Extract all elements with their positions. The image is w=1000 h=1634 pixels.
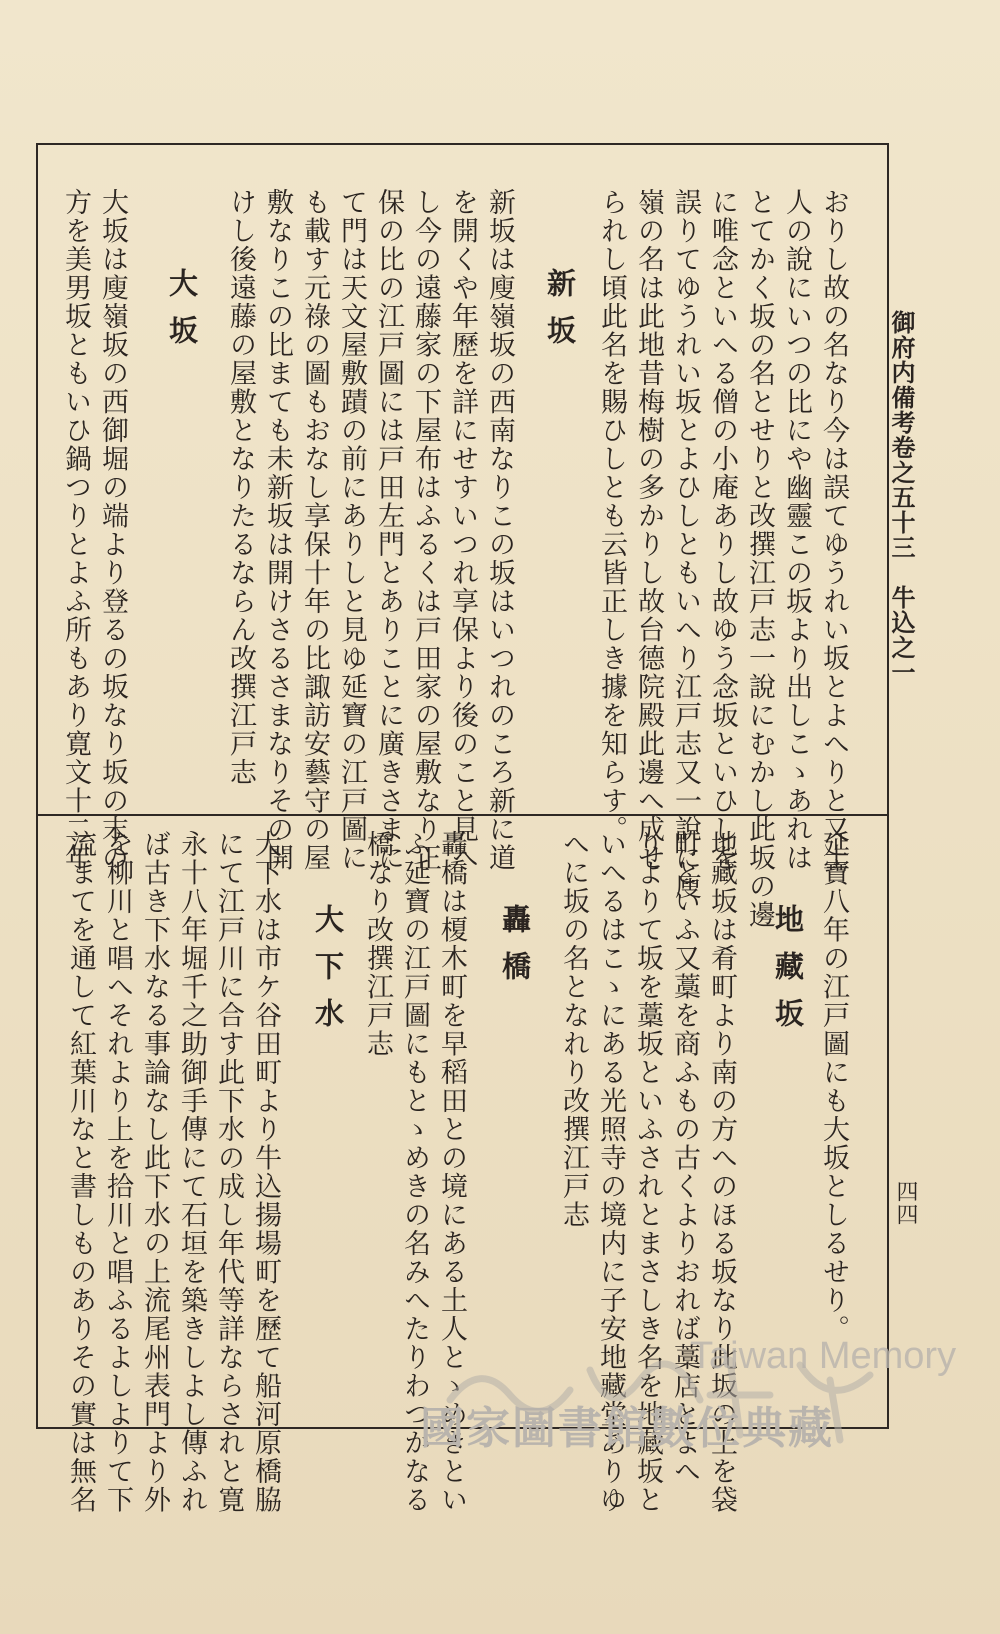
text-column: られし頃此名を賜ひしとも云皆正しき據を知らす。 — [596, 188, 627, 844]
text-column: 誤りてゆうれい坂とよひしともいへり江戸志又一說に廋 — [670, 188, 701, 901]
watermark-logo — [410, 1340, 930, 1450]
text-column: 大坂は廋嶺坂の西御堀の端より登るの坂なり坂の末の — [97, 188, 128, 872]
text-column: いへるはこゝにある光照寺の境内に子安地藏堂ありゆ — [595, 830, 626, 1514]
text-column: へに坂の名となれり改撰江戸志 — [558, 830, 589, 1229]
text-column: りよりて坂を藁坂といふされとまさしき名を地藏坂と — [632, 830, 663, 1514]
text-column: 嶺の名は此地昔梅樹の多かりし故台德院殿此邊へ成せ — [633, 188, 664, 872]
section-title-ogesui: 大下水 — [311, 904, 345, 1045]
text-column: を開くや年歷を詳にせすいつれ享保より後のこと見へ — [447, 188, 478, 872]
text-column: とてかく坂の名とせりと改撰江戸志一說にむかし此坂の邊 — [744, 188, 775, 929]
section-title-shinzaka: 新坂 — [543, 268, 577, 362]
text-column: 敷なりこの比まても未新坂は開けさるさまなりその開 — [262, 188, 293, 872]
text-column: 永十八年堀千之助御手傳にて石垣を築きしよし傳ふれ — [176, 830, 207, 1514]
page-number: 四四 — [893, 1180, 918, 1226]
text-column: 流まてを通して紅葉川なと書しものありその實は無名 — [65, 830, 96, 1514]
text-column: ば古き下水なる事論なし此下水の上流尾州表門より外 — [139, 830, 170, 1514]
section-title-jizozaka: 地藏坂 — [771, 904, 805, 1045]
watermark-org: 國家圖書館數位典藏 — [420, 1403, 834, 1454]
text-column: ふ延寶の江戸圖にもとゝめきの名みへたりわつかなる — [399, 830, 430, 1514]
section-title-todorokibashi: 轟橋 — [498, 904, 532, 998]
text-column: おりし故の名なり今は誤てゆうれい坂とよへりと又土 — [818, 188, 849, 872]
text-column: にて江戸川に合す此下水の成し年代等詳ならされと寛 — [213, 830, 244, 1514]
text-column: 延寶八年の江戸圖にも大坂としるせり。 — [818, 830, 849, 1343]
text-column: 橋なり改撰江戸志 — [362, 830, 393, 1058]
text-column: 轟橋は榎木町を早稻田との境にある土人とゝめきとい — [436, 830, 467, 1514]
text-column: に唯念といへる僧の小庵ありし故ゆう念坂といひしを — [707, 188, 738, 872]
text-column: けし後遠藤の屋敷となりたるならん改撰江戸志 — [225, 188, 256, 787]
running-header: 御府内備考卷之五十三 牛込之一 — [887, 310, 916, 685]
section-title-osaka: 大坂 — [165, 268, 199, 362]
text-column: し今の遠藤家の下屋布はふるくは戸田家の屋敷なり正 — [410, 188, 441, 872]
text-column: も載す元祿の圖もおなし享保十年の比諏訪安藝守の屋 — [299, 188, 330, 872]
text-column: 大下水は市ケ谷田町より牛込揚場町を歷て船河原橋脇 — [250, 830, 281, 1514]
text-column: 町といふ又藁を商ふもの古くよりおれば藁店とよへ — [669, 830, 700, 1486]
text-column: 方を美男坂ともいひ鍋つりとよふ所もあり寛文十二年 — [60, 188, 91, 872]
text-column: 保の比の江戸圖には戸田左門とありことに廣きさまに — [373, 188, 404, 872]
text-column: を柳川と唱へそれより上を拾川と唱ふるよしよりて下 — [102, 830, 133, 1514]
watermark-english: Taiwan Memory — [690, 1335, 957, 1377]
text-column: 人の說にいつの比にや幽靈この坂より出しこゝあれは — [781, 188, 812, 872]
text-column: 地藏坂は肴町より南の方へのほる坂なり此坂の上を袋 — [706, 830, 737, 1514]
text-column: 新坂は廋嶺坂の西南なりこの坂はいつれのころ新に道 — [484, 188, 515, 872]
text-column: て門は天文屋敷蹟の前にありしと見ゆ延寶の江戸圖に — [336, 188, 367, 872]
